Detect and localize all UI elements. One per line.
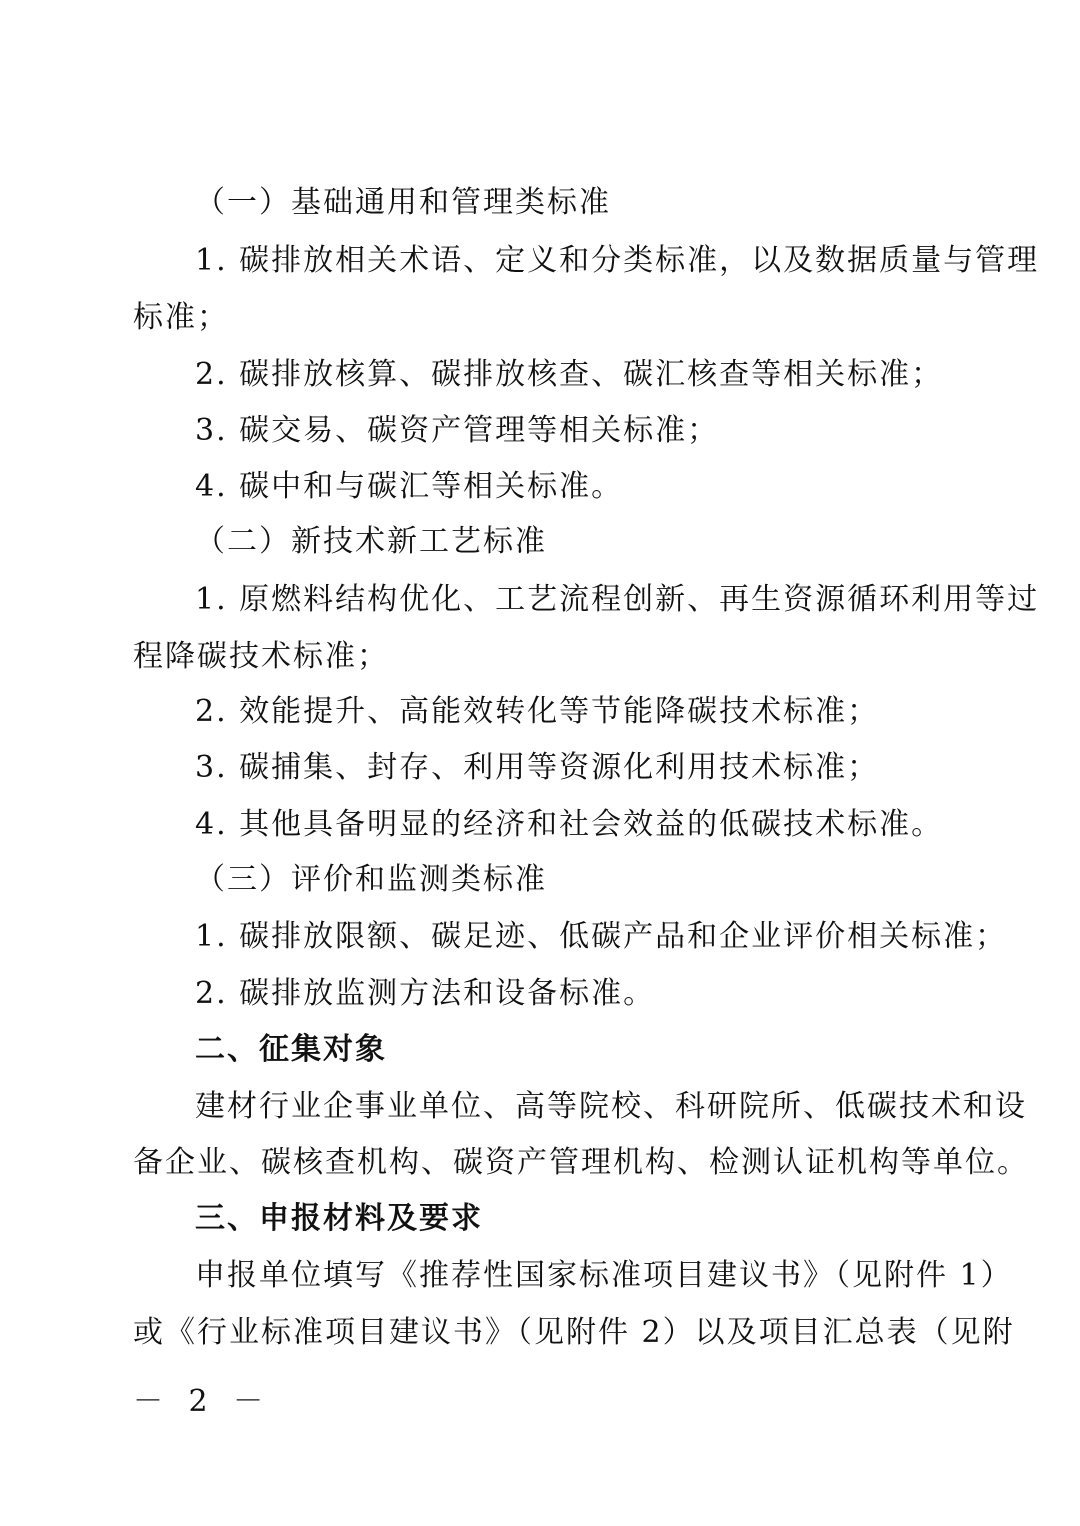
subsection-heading-1: （一）基础通用和管理类标准 xyxy=(195,185,611,220)
paragraph-line: 标准； xyxy=(133,300,229,335)
paragraph-line: 4. 碳中和与碳汇等相关标准。 xyxy=(195,469,624,504)
page-number: － 2 － xyxy=(133,1384,272,1419)
paragraph-line: 2. 碳排放核算、碳排放核查、碳汇核查等相关标准； xyxy=(195,357,944,392)
subsection-heading-3: （三）评价和监测类标准 xyxy=(195,862,547,897)
paragraph-line: 3. 碳交易、碳资产管理等相关标准； xyxy=(195,413,720,448)
paragraph-line: 程降碳技术标准； xyxy=(133,639,389,674)
subsection-heading-2: （二）新技术新工艺标准 xyxy=(195,524,547,559)
section-heading-2: 二、征集对象 xyxy=(195,1032,387,1067)
paragraph-line: 4. 其他具备明显的经济和社会效益的低碳技术标准。 xyxy=(195,807,944,842)
section-heading-3: 三、申报材料及要求 xyxy=(195,1201,483,1236)
paragraph-line: 2. 碳排放监测方法和设备标准。 xyxy=(195,976,656,1011)
paragraph-line: 申报单位填写《推荐性国家标准项目建议书》（见附件 1） xyxy=(195,1258,1013,1293)
paragraph-line: 2. 效能提升、高能效转化等节能降碳技术标准； xyxy=(195,694,880,729)
paragraph-line: 备企业、碳核查机构、碳资产管理机构、检测认证机构等单位。 xyxy=(133,1145,1029,1180)
paragraph-line: 1. 碳排放限额、碳足迹、低碳产品和企业评价相关标准； xyxy=(195,919,1008,954)
paragraph-line: 1. 原燃料结构优化、工艺流程创新、再生资源循环利用等过 xyxy=(195,582,1040,617)
paragraph-line: 建材行业企事业单位、高等院校、科研院所、低碳技术和设 xyxy=(195,1089,1027,1124)
paragraph-line: 3. 碳捕集、封存、利用等资源化利用技术标准； xyxy=(195,750,880,785)
paragraph-line: 或《行业标准项目建议书》（见附件 2）以及项目汇总表（见附 xyxy=(133,1315,1015,1350)
paragraph-line: 1. 碳排放相关术语、定义和分类标准，以及数据质量与管理 xyxy=(195,243,1040,278)
